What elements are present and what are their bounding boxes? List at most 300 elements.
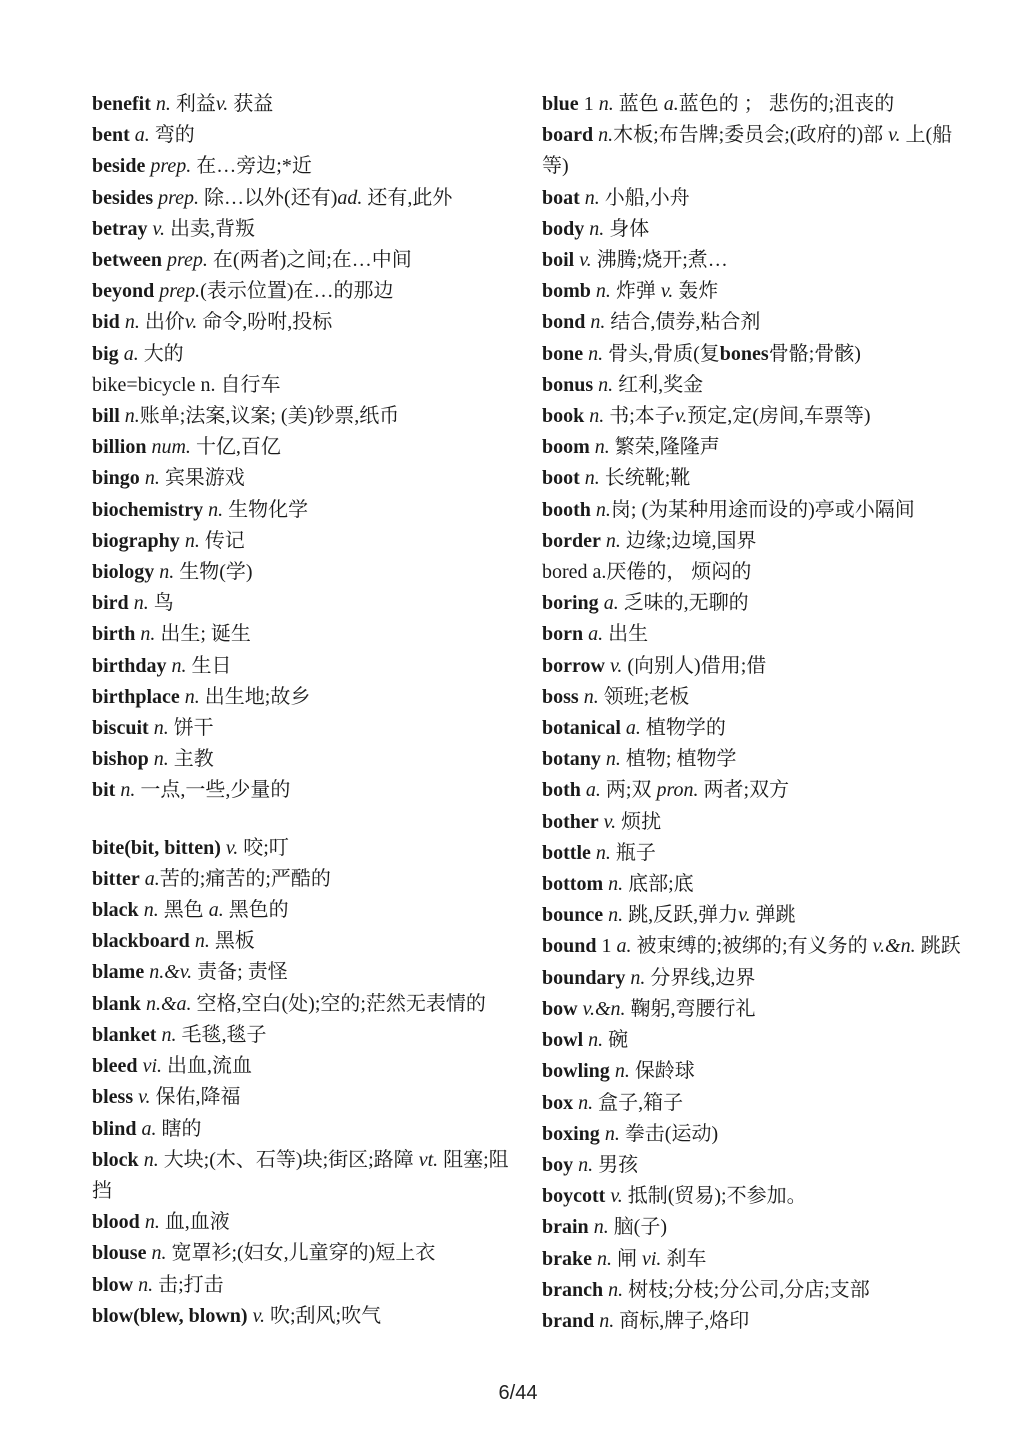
definition: 保龄球	[629, 1060, 695, 1083]
dictionary-entry	[542, 557, 962, 588]
dictionary-entry	[542, 775, 962, 806]
definition: 出血,流血	[162, 1055, 252, 1078]
headword: boycott	[542, 1185, 606, 1208]
definition: 弹跳	[750, 904, 796, 927]
definition: 饼干	[168, 717, 214, 740]
definition: 黑板	[209, 930, 255, 953]
definition: 盒子,箱子	[593, 1091, 684, 1114]
headword: birth	[92, 623, 136, 646]
headword: blackboard	[92, 930, 190, 953]
definition: 在(两者)之间;在…中间	[207, 249, 412, 272]
part-of-speech: n.	[143, 1148, 159, 1171]
headword: blind	[92, 1117, 137, 1140]
definition: 鸟	[148, 592, 174, 615]
definition: 一点,一些,少量的	[135, 779, 291, 802]
headword: boxing	[542, 1122, 600, 1145]
headword: boss	[542, 685, 579, 708]
headword: book	[542, 405, 585, 428]
part-of-speech: a.	[134, 124, 150, 147]
part-of-speech: n.	[155, 93, 171, 115]
definition: bike=bicycle n. 自行车	[92, 373, 281, 396]
headword: block	[92, 1148, 139, 1171]
dictionary-entry	[92, 775, 512, 806]
headword: bones	[719, 342, 769, 365]
dictionary-entry	[92, 89, 512, 120]
part-of-speech: n.	[151, 1242, 167, 1265]
dictionary-entry	[542, 526, 962, 557]
part-of-speech: n.	[630, 966, 646, 989]
definition: 男孩	[593, 1153, 639, 1176]
headword: big	[92, 342, 119, 365]
headword: bound	[542, 935, 597, 958]
part-of-speech: n.	[605, 529, 621, 552]
part-of-speech: n.	[608, 904, 624, 927]
definition: 预定,定(房间,车票等)	[687, 405, 871, 428]
part-of-speech: vi.	[142, 1055, 162, 1078]
definition: 出生地;故乡	[199, 685, 311, 708]
definition: 刹车	[661, 1247, 707, 1270]
headword: boil	[542, 249, 575, 272]
headword: bowl	[542, 1029, 584, 1052]
dictionary-entry	[92, 557, 512, 588]
dictionary-entry	[92, 895, 512, 926]
headword: bill	[92, 405, 120, 428]
part-of-speech: n.	[133, 592, 149, 615]
part-of-speech: a.	[141, 1117, 157, 1140]
dictionary-entry	[542, 89, 962, 120]
headword: bottom	[542, 873, 604, 896]
part-of-speech: n.	[590, 311, 606, 334]
dictionary-entry	[542, 869, 962, 900]
definition: 跳跃	[915, 935, 961, 958]
definition: 树枝;分枝;分公司,分店;支部	[623, 1278, 870, 1301]
dictionary-entry	[92, 744, 512, 775]
part-of-speech: n.	[595, 498, 611, 521]
definition: 出生	[603, 623, 649, 646]
part-of-speech: n.	[184, 529, 200, 552]
dictionary-entry	[542, 931, 962, 962]
dictionary-entry	[92, 1270, 512, 1301]
part-of-speech: n.	[124, 311, 140, 334]
headword: boundary	[542, 966, 626, 989]
definition: 小船,小舟	[599, 186, 690, 209]
definition: 主教	[168, 748, 214, 771]
part-of-speech: num.	[151, 436, 191, 459]
definition: 传记	[199, 529, 245, 552]
definition: 还有,此外	[362, 186, 453, 209]
part-of-speech: v.	[609, 654, 623, 677]
dictionary-entry	[92, 245, 512, 276]
definition: 利益	[170, 93, 216, 115]
part-of-speech: n.	[608, 873, 624, 896]
part-of-speech: vi.	[642, 1247, 662, 1270]
headword: biology	[92, 561, 155, 584]
part-of-speech: n.	[598, 93, 614, 115]
dictionary-entry	[92, 619, 512, 650]
definition: 骨骼;骨骸)	[768, 342, 861, 365]
part-of-speech: n.	[144, 1211, 160, 1234]
dictionary-entry	[542, 495, 962, 526]
headword: bite(bit, bitten)	[92, 836, 221, 859]
headword: biochemistry	[92, 498, 204, 521]
dictionary-entry	[92, 1145, 512, 1207]
part-of-speech: v.	[252, 1304, 265, 1327]
dictionary-entry	[542, 1275, 962, 1306]
headword: box	[542, 1091, 574, 1114]
headword: bomb	[542, 280, 591, 303]
dictionary-entry	[542, 713, 962, 744]
part-of-speech: n.	[588, 342, 604, 365]
dictionary-entry	[92, 214, 512, 245]
dictionary-entry	[92, 926, 512, 957]
headword: born	[542, 623, 584, 646]
dictionary-entry	[92, 1082, 512, 1113]
definition: 身体	[604, 217, 650, 240]
definition: 苦的;痛苦的;严酷的	[159, 867, 331, 890]
definition: 炸弹	[610, 280, 661, 303]
definition: 弯的	[149, 124, 195, 147]
definition: 毛毯,毯子	[176, 1023, 267, 1046]
definition: 空格,空白(处);空的;茫然无表情的	[191, 992, 486, 1015]
headword: benefit	[92, 93, 151, 115]
part-of-speech: v.	[225, 836, 239, 859]
dictionary-entry	[92, 989, 512, 1020]
definition: 沸腾;烧开;煮…	[591, 249, 728, 272]
dictionary-entry	[542, 1119, 962, 1150]
headword: body	[542, 217, 585, 240]
headword: borrow	[542, 654, 605, 677]
headword: blame	[92, 961, 145, 984]
part-of-speech: v.	[138, 1086, 151, 1109]
definition: 宾果游戏	[159, 467, 245, 490]
definition: 生物(学)	[174, 561, 253, 584]
dictionary-entry	[542, 245, 962, 276]
headword: between	[92, 249, 162, 272]
part-of-speech: a.	[123, 342, 139, 365]
part-of-speech: prep.	[159, 280, 201, 303]
definition: 1	[578, 93, 599, 115]
headword: beyond	[92, 280, 155, 303]
dictionary-entry	[542, 838, 962, 869]
headword: blood	[92, 1211, 140, 1234]
dictionary-entry	[92, 588, 512, 619]
definition: 在…旁边;*近	[191, 155, 312, 178]
part-of-speech: n.	[605, 748, 621, 771]
definition: 拳击(运动)	[619, 1122, 719, 1145]
definition: 领班;老板	[598, 685, 690, 708]
part-of-speech: n.	[593, 1216, 609, 1239]
definition: 责备; 责怪	[192, 961, 288, 984]
part-of-speech: n.	[578, 1091, 594, 1114]
definition: 抵制(贸易);不参加。	[622, 1185, 807, 1208]
part-of-speech: n.	[614, 1060, 630, 1083]
definition: 蓝色	[613, 93, 664, 115]
dictionary-entry	[92, 526, 512, 557]
part-of-speech: n.	[143, 899, 159, 922]
headword: bond	[542, 311, 586, 334]
definition: 两;双	[600, 779, 657, 802]
part-of-speech: prep.	[150, 155, 192, 178]
part-of-speech: a.	[625, 717, 641, 740]
headword: birthday	[92, 654, 167, 677]
part-of-speech: n.	[588, 1029, 604, 1052]
dictionary-entry	[542, 276, 962, 307]
dictionary-entry	[542, 807, 962, 838]
headword: both	[542, 779, 581, 802]
part-of-speech: v.	[184, 311, 198, 334]
dictionary-entry	[542, 900, 962, 931]
part-of-speech: a.	[603, 592, 619, 615]
part-of-speech: n.	[208, 498, 224, 521]
headword: boy	[542, 1153, 574, 1176]
definition: 生日	[186, 654, 232, 677]
dictionary-entry	[92, 1207, 512, 1238]
part-of-speech: n.	[161, 1023, 177, 1046]
part-of-speech: n.	[153, 748, 169, 771]
headword: biscuit	[92, 717, 149, 740]
definition: 大的	[138, 342, 184, 365]
definition: 大块;(木、石等)块;街区;路障	[158, 1148, 419, 1171]
definition: 生物化学	[223, 498, 309, 521]
definition: 血,血液	[159, 1211, 230, 1234]
dictionary-entry	[92, 307, 512, 338]
part-of-speech: n.	[597, 1247, 612, 1270]
headword: botanical	[542, 717, 621, 740]
headword: biography	[92, 529, 180, 552]
definition: 上(船等)	[542, 124, 953, 178]
definition: 吹;刮风;吹气	[265, 1304, 382, 1327]
part-of-speech: n.	[595, 841, 611, 864]
headword: bone	[542, 342, 584, 365]
part-of-speech: n.	[124, 405, 140, 428]
dictionary-entry	[542, 183, 962, 214]
definition: 账单;法案,议案; (美)钞票,纸币	[139, 405, 400, 428]
part-of-speech: a.	[208, 899, 224, 922]
dictionary-entry	[92, 1020, 512, 1051]
part-of-speech: n.	[595, 280, 611, 303]
dictionary-entry	[542, 1306, 962, 1337]
part-of-speech: v.	[660, 280, 674, 303]
definition: 骨头,骨质(复	[603, 342, 720, 365]
part-of-speech: v.	[215, 93, 229, 115]
definition: 击;打击	[153, 1273, 224, 1296]
headword: bent	[92, 124, 130, 147]
headword: bit	[92, 779, 116, 802]
headword: bottle	[542, 841, 591, 864]
dictionary-entry	[92, 957, 512, 988]
definition: (向别人)借用;借	[622, 654, 767, 677]
dictionary-entry	[92, 463, 512, 494]
definition: 闸	[612, 1247, 642, 1270]
headword: bid	[92, 311, 120, 334]
headword: betray	[92, 217, 148, 240]
headword: bowling	[542, 1060, 610, 1083]
dictionary-entry	[92, 432, 512, 463]
dictionary-entry	[542, 214, 962, 245]
definition: 结合,债券,粘合剂	[605, 311, 761, 334]
dictionary-entry	[542, 651, 962, 682]
headword: bow	[542, 997, 578, 1020]
definition: 木板;布告牌;委员会;(政府的)部	[613, 124, 889, 147]
definition: 底部;底	[623, 873, 694, 896]
dictionary-entry	[542, 339, 962, 370]
part-of-speech: n.	[598, 373, 614, 396]
headword: boring	[542, 592, 599, 615]
definition: 命令,吩咐,投标	[197, 311, 333, 334]
left-column	[92, 89, 512, 1332]
definition: 繁荣,隆隆声	[609, 436, 720, 459]
part-of-speech: a.	[663, 93, 679, 115]
part-of-speech: n.	[184, 685, 200, 708]
headword: beside	[92, 155, 146, 178]
headword: boot	[542, 467, 580, 490]
part-of-speech: a.	[585, 779, 601, 802]
dictionary-entry	[92, 1051, 512, 1082]
part-of-speech: n.	[584, 467, 600, 490]
dictionary-entry	[92, 833, 512, 864]
headword: bird	[92, 592, 129, 615]
part-of-speech: prep.	[166, 249, 208, 272]
part-of-speech: v.	[152, 217, 165, 240]
headword: border	[542, 529, 601, 552]
part-of-speech: n.	[140, 623, 156, 646]
headword: blow(blew, blown)	[92, 1304, 248, 1327]
headword: black	[92, 899, 139, 922]
dictionary-entry	[92, 151, 512, 182]
headword: brake	[542, 1247, 592, 1270]
definition: 咬;叮	[238, 836, 289, 859]
definition: 边缘;边境,国界	[620, 529, 757, 552]
headword: brand	[542, 1309, 595, 1332]
dictionary-entry	[92, 1114, 512, 1145]
part-of-speech: a.	[588, 623, 604, 646]
part-of-speech: v.	[610, 1185, 623, 1208]
dictionary-entry	[92, 276, 512, 307]
dictionary-entry	[92, 370, 512, 401]
part-of-speech: n.	[604, 1122, 620, 1145]
page-number: 6/44	[498, 1382, 538, 1404]
definition: 脑(子)	[608, 1216, 668, 1239]
headword: botany	[542, 748, 601, 771]
dictionary-entry	[542, 1150, 962, 1181]
dictionary-entry	[542, 1025, 962, 1056]
dictionary-entry	[92, 713, 512, 744]
headword: bless	[92, 1086, 134, 1109]
definition: 长统靴;靴	[599, 467, 691, 490]
dictionary-entry	[542, 994, 962, 1025]
dictionary-entry	[542, 401, 962, 432]
part-of-speech: v.&n.	[582, 997, 626, 1020]
part-of-speech: prep.	[158, 186, 200, 209]
dictionary-entry	[542, 1088, 962, 1119]
definition: 碗	[603, 1029, 629, 1052]
right-column	[542, 89, 962, 1337]
part-of-speech: v.	[579, 249, 592, 272]
part-of-speech: n.	[578, 1153, 594, 1176]
definition: 乏味的,无聊的	[618, 592, 749, 615]
dictionary-entry	[542, 1181, 962, 1212]
definition: 黑色	[158, 899, 209, 922]
part-of-speech: a.	[616, 935, 632, 958]
part-of-speech: n.	[599, 1309, 615, 1332]
dictionary-entry	[542, 744, 962, 775]
part-of-speech: n.	[608, 1278, 624, 1301]
part-of-speech: v.	[738, 904, 751, 927]
headword: bounce	[542, 904, 604, 927]
dictionary-entry	[542, 963, 962, 994]
definition: 出价	[139, 311, 185, 334]
definition: 轰炸	[673, 280, 719, 303]
dictionary-entry	[92, 682, 512, 713]
headword: brain	[542, 1216, 589, 1239]
headword: branch	[542, 1278, 604, 1301]
dictionary-entry	[92, 651, 512, 682]
definition: 蓝色的 ； 悲伤的;沮丧的	[678, 93, 895, 115]
part-of-speech: v.	[603, 810, 617, 833]
headword: bishop	[92, 748, 149, 771]
dictionary-entry	[542, 588, 962, 619]
definition: 除…以外(还有)	[199, 186, 338, 209]
part-of-speech: vt.	[418, 1148, 439, 1171]
definition: 植物; 植物学	[620, 748, 737, 771]
definition: 红利,奖金	[613, 373, 704, 396]
dictionary-entry	[542, 619, 962, 650]
part-of-speech: n.	[171, 654, 187, 677]
dictionary-entry	[92, 339, 512, 370]
part-of-speech: n.	[594, 436, 610, 459]
part-of-speech: n.	[144, 467, 160, 490]
definition: 出生; 诞生	[155, 623, 251, 646]
headword: birthplace	[92, 685, 180, 708]
part-of-speech: n.	[194, 930, 210, 953]
dictionary-entry	[542, 1212, 962, 1243]
headword: board	[542, 124, 594, 147]
definition: 跳,反跃,弹力	[623, 904, 739, 927]
part-of-speech: n.	[153, 717, 169, 740]
definition: 岗; (为某种用途而设的)亭或小隔间	[610, 498, 915, 521]
headword: bingo	[92, 467, 140, 490]
part-of-speech: ad.	[337, 186, 363, 209]
part-of-speech: v.	[674, 405, 688, 428]
dictionary-entry	[542, 1056, 962, 1087]
definition: 瞎的	[156, 1117, 202, 1140]
part-of-speech: pron.	[656, 779, 699, 802]
dictionary-entry	[542, 463, 962, 494]
definition: 两者;双方	[698, 779, 790, 802]
headword: bonus	[542, 373, 594, 396]
dictionary-entry	[92, 864, 512, 895]
headword: bitter	[92, 867, 140, 890]
part-of-speech: n.	[589, 405, 605, 428]
headword: bother	[542, 810, 599, 833]
part-of-speech: n.	[598, 124, 614, 147]
definition: 获益	[228, 93, 274, 115]
definition: (表示位置)在…的那边	[200, 280, 394, 303]
definition: 出卖,背叛	[164, 217, 255, 240]
dictionary-entry	[542, 307, 962, 338]
dictionary-entry	[542, 682, 962, 713]
part-of-speech: v.&n.	[872, 935, 916, 958]
dictionary-entry	[92, 1301, 512, 1332]
dictionary-entry	[92, 401, 512, 432]
definition: bored a.厌倦的， 烦闷的	[542, 561, 752, 584]
dictionary-entry	[92, 120, 512, 151]
headword: boom	[542, 436, 590, 459]
definition: 保佑,降福	[150, 1086, 241, 1109]
headword: blue	[542, 93, 579, 115]
definition: 被束缚的;被绑的;有义务的	[631, 935, 873, 958]
part-of-speech: a.	[144, 867, 160, 890]
